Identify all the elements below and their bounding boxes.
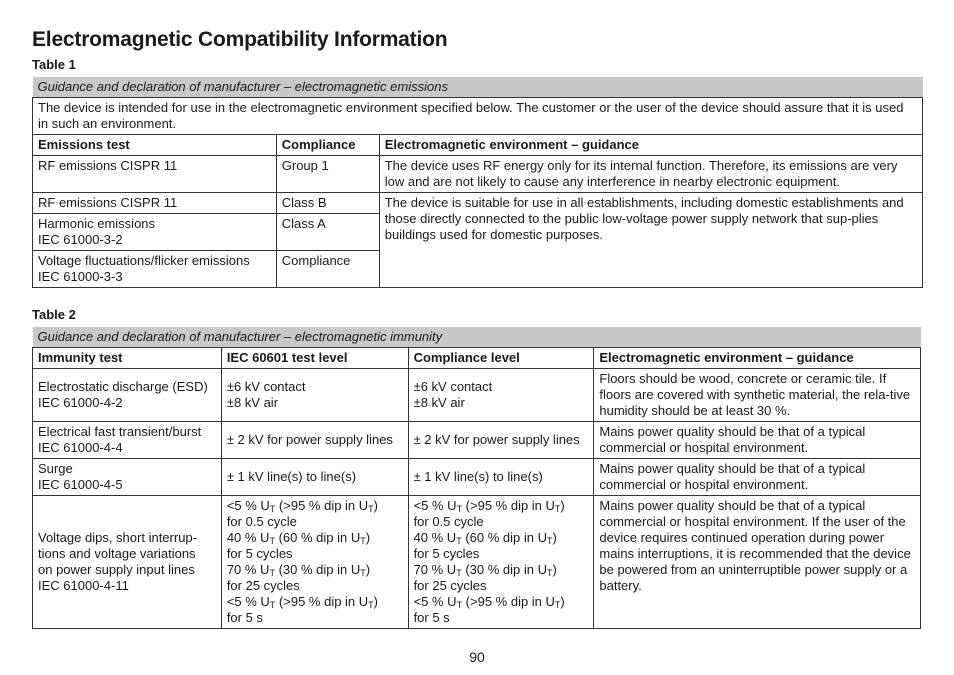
table1-caption: Guidance and declaration of manufacturer – electromagnetic emissions (33, 77, 923, 98)
immunity-table (32, 327, 921, 629)
emissions-test-cell: RF emissions CISPR 11 (33, 193, 277, 214)
dip-duration: for 25 cycles (226, 578, 300, 593)
dip-line: 40 % $U_T$ (60 % dip in $U_T$) (226, 530, 371, 546)
dip-line: 40 % $U_T$ (60 % dip in $U_T$) (413, 530, 557, 546)
dip-duration: for 5 s (226, 610, 263, 625)
level-line: ±8 kV air (413, 395, 465, 410)
col-header-immunity-test: Immunity test (33, 348, 222, 369)
immunity-test-cell (33, 369, 222, 422)
table1-intro-row (33, 98, 923, 135)
dip-duration: for 5 cycles (413, 546, 480, 561)
col-header-guidance: Electromagnetic environment – guidance (379, 135, 922, 156)
emissions-test-cell (33, 214, 277, 251)
compliance-level-cell (408, 369, 594, 422)
test-level-cell: ± 2 kV for power supply lines (221, 422, 408, 459)
test-name: Electrostatic discharge (ESD) (38, 379, 208, 394)
page-number: 90 (469, 649, 485, 665)
test-name: Electrical fast transient/burst (38, 424, 202, 439)
immunity-test-cell (33, 422, 222, 459)
compliance-cell: Compliance (276, 251, 379, 288)
emissions-table (32, 77, 923, 288)
level-line: ±6 kV contact (413, 379, 493, 394)
test-level-cell: ± 1 kV line(s) to line(s) (221, 459, 408, 496)
guidance-cell: Mains power quality should be that of a typical commercial or hospital environment. (594, 459, 921, 496)
table2-caption: Guidance and declaration of manufacturer – electromagnetic immunity (33, 327, 921, 348)
test-level-cell (221, 369, 408, 422)
test-line: Voltage dips, short interrup- (38, 530, 197, 545)
dip-line: 70 % $U_T$ (30 % dip in $U_T$) (226, 562, 371, 578)
col-header-emissions-test: Emissions test (33, 135, 277, 156)
table2-label: Table 2 (32, 307, 76, 322)
col-header-compliance: Compliance (276, 135, 379, 156)
table1-header-row (33, 135, 923, 156)
test-name: Surge (38, 461, 73, 476)
col-header-compliance-level: Compliance level (408, 348, 594, 369)
table1-intro: The device is intended for use in the electromagnetic environment specified below. The customer or the user of the device should assure that it is used in such an environment. (33, 98, 923, 135)
guidance-cell: The device is suitable for use in all establishments, including domestic establishments and those directly connected to the public low-voltage power supply network that sup-plies buildings used for domestic purposes. (379, 193, 922, 288)
table1-label: Table 1 (32, 57, 76, 72)
level-line: ±6 kV contact (226, 379, 306, 394)
dip-duration: for 5 cycles (226, 546, 293, 561)
test-line: IEC 61000-4-11 (38, 578, 129, 593)
test-standard: IEC 61000-4-4 (38, 440, 123, 455)
dip-duration: for 25 cycles (413, 578, 487, 593)
test-level-cell (221, 496, 408, 629)
test-line: on power supply input lines (38, 562, 195, 577)
compliance-level-cell: ± 1 kV line(s) to line(s) (408, 459, 594, 496)
dip-line: <5 % $U_T$ (>95 % dip in $U_T$) (413, 498, 565, 514)
col-header-test-level: IEC 60601 test level (221, 348, 408, 369)
col-header-guidance: Electromagnetic environment – guidance (594, 348, 921, 369)
guidance-cell: Mains power quality should be that of a typical commercial or hospital environment. If the user of the device requires continued operation during power mains interruptions, it is recommended that the device be powered from an uninterruptible power supply or a battery. (594, 496, 921, 629)
table-row (33, 193, 923, 214)
guidance-cell: The device uses RF energy only for its internal function. Therefore, its emissions are very low and are not likely to cause any interference in nearby electronic equipment. (379, 156, 922, 193)
immunity-test-cell (33, 459, 222, 496)
table2-caption-row (33, 327, 921, 348)
test-standard: IEC 61000-3-2 (38, 232, 123, 247)
test-name: Voltage fluctuations/flicker emissions (38, 253, 250, 268)
table-row (33, 459, 921, 496)
level-line: ±8 kV air (226, 395, 279, 410)
guidance-cell: Mains power quality should be that of a typical commercial or hospital environment. (594, 422, 921, 459)
dip-line: <5 % $U_T$ (>95 % dip in $U_T$) (413, 594, 565, 610)
test-standard: IEC 61000-4-5 (38, 477, 123, 492)
test-line: tions and voltage variations (38, 546, 196, 561)
guidance-cell: Floors should be wood, concrete or ceramic tile. If floors are covered with synthetic material, the rela-tive humidity should be at least 30 %. (594, 369, 921, 422)
compliance-level-cell: ± 2 kV for power supply lines (408, 422, 594, 459)
emissions-test-cell (33, 251, 277, 288)
dip-line: <5 % $U_T$ (>95 % dip in $U_T$) (226, 594, 379, 610)
page-title: Electromagnetic Compatibility Information (32, 28, 448, 51)
table-row (33, 369, 921, 422)
table-row (33, 156, 923, 193)
table2-header-row (33, 348, 921, 369)
dip-line: 70 % $U_T$ (30 % dip in $U_T$) (413, 562, 557, 578)
compliance-cell: Class B (276, 193, 379, 214)
dip-duration: for 0.5 cycle (413, 514, 484, 529)
test-standard: IEC 61000-3-3 (38, 269, 123, 284)
table1-caption-row (33, 77, 923, 98)
dip-duration: for 5 s (413, 610, 450, 625)
compliance-cell: Group 1 (276, 156, 379, 193)
compliance-cell: Class A (276, 214, 379, 251)
test-name: Harmonic emissions (38, 216, 156, 231)
test-standard: IEC 61000-4-2 (38, 395, 123, 410)
table-row (33, 422, 921, 459)
emissions-test-cell: RF emissions CISPR 11 (33, 156, 277, 193)
dip-line: <5 % $U_T$ (>95 % dip in $U_T$) (226, 498, 379, 514)
compliance-level-cell (408, 496, 594, 629)
immunity-test-cell (33, 496, 222, 629)
dip-duration: for 0.5 cycle (226, 514, 297, 529)
table-row (33, 496, 921, 629)
